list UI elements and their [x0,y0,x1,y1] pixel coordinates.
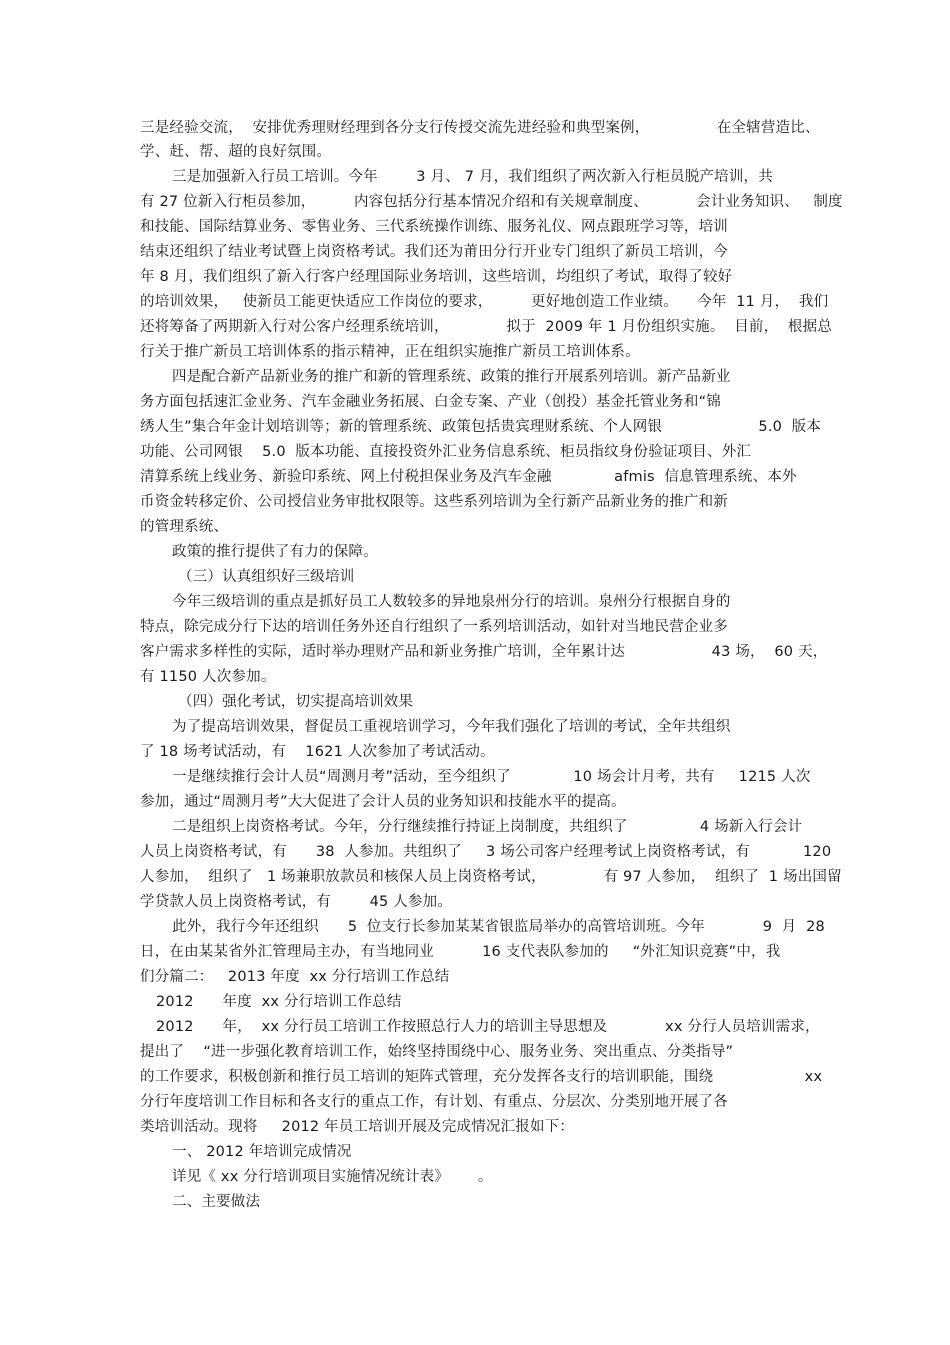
text-line: 和技能、国际结算业务、零售业务、三代系统操作训练、服务礼仪、网点跟班学习等，培训 [140,219,728,235]
text-line: 的管理系统、 [140,519,229,535]
text-line: 学贷款人员上岗资格考试，有 45 人参加。 [140,894,453,910]
text-line: 分行年度培训工作目标和各支行的重点工作，有计划、有重点、分层次、分类别地开展了各 [140,1094,728,1110]
section-heading: （四）强化考试，切实提高培训效果 [178,694,414,710]
text-line: 日，在由某某省外汇管理局主办，有当地同业 16 支代表队参加的 “外汇知识竞赛”中，我 [140,944,781,960]
text-line: 2012 年， xx 分行员工培训工作按照总行人力的培训主导思想及 xx 分行人员培训需求， [156,1019,820,1035]
text-line: 为了提高培训效果，督促员工重视培训学习，今年我们强化了培训的考试，全年共组织 [172,719,731,735]
text-line: 有 27 位新入行柜员参加， 内容包括分行基本情况介绍和有关规章制度、 会计业务知识、 制度 [140,194,843,210]
text-line: 提出了 “进一步强化教育培训工作，始终坚持围绕中心、服务业务、突出重点、分类指导” [140,1044,734,1060]
text-line: 人参加， 组织了 1 场兼职放款员和核保人员上岗资格考试， 有 97 人参加， 组织了 1 场出国留 [140,869,842,885]
text-line: 的培训效果， 使新员工能更快适应工作岗位的要求， 更好地创造工作业绩。 今年 11 月， 我们 [140,294,829,310]
text-line: 类培训活动。现将 2012 年员工培训开展及完成情况汇报如下： [140,1119,575,1135]
text-line: 三是加强新入行员工培训。今年 3 月、 7 月，我们组织了两次新入行柜员脱产培训，共 [172,169,773,185]
text-line: 二是组织上岗资格考试。今年，分行继续推行持证上岗制度，共组织了 4 场新入行会计 [172,819,803,835]
text-line: 们分篇二： 2013 年度 xx 分行培训工作总结 [140,969,450,985]
text-line: 清算系统上线业务、新验印系统、网上付税担保业务及汽车金融 afmis 信息管理系统、本外 [140,469,797,485]
section-heading: 二、主要做法 [172,1194,261,1210]
text-line: 有 1150 人次参加。 [140,669,276,685]
text-line: 今年三级培训的重点是抓好员工人数较多的异地泉州分行的培训。泉州分行根据自身的 [172,594,731,610]
text-line: 人员上岗资格考试，有 38 人参加。共组织了 3 场公司客户经理考试上岗资格考试，有 120 [140,844,832,860]
text-line: 政策的推行提供了有力的保障。 [172,544,378,560]
text-line: 详见《 xx 分行培训项目实施情况统计表》 。 [172,1169,493,1185]
text-line: 功能、公司网银 5.0 版本功能、直接投资外汇业务信息系统、柜员指纹身份验证项目、外汇 [140,444,752,460]
text-line: 绣人生”集合年金计划培训等；新的管理系统、政策包括贵宾理财系统、个人网银 5.0 版本 [140,419,822,435]
text-line: 还将筹备了两期新入行对公客户经理系统培训， 拟于 2009 年 1 月份组织实施。 目前， 根据总 [140,319,833,335]
text-line: 年 8 月，我们组织了新入行客户经理国际业务培训，这些培训，均组织了考试，取得了较好 [140,269,733,285]
text-line: 此外，我行今年还组织 5 位支行长参加某某省银监局举办的高管培训班。今年 9 月 28 [172,919,825,935]
text-line: 了 18 场考试活动，有 1621 人次参加了考试活动。 [140,744,495,760]
text-line: 客户需求多样性的实际，适时举办理财产品和新业务推广培训，全年累计达 43 场， 60 天， [140,644,828,660]
text-line: 一是继续推行会计人员“周测月考”活动，至今组织了 10 场会计月考，共有 1215 人次 [172,769,811,785]
text-line: 务方面包括速汇金业务、汽车金融业务拓展、白金专案、产业（创投）基金托管业务和“锦 [140,394,722,410]
text-line: 参加，通过“周测月考”大大促进了会计人员的业务知识和技能水平的提高。 [140,794,626,810]
text-line: 学、赶、帮、超的良好氛围。 [140,144,332,160]
text-line: 行关于推广新员工培训体系的指示精神，正在组织实施推广新员工培训体系。 [140,344,640,360]
text-line: 的工作要求，积极创新和推行员工培训的矩阵式管理，充分发挥各支行的培训职能，围绕 xx [140,1069,823,1085]
text-line: 特点，除完成分行下达的培训任务外还自行组织了一系列培训活动，如针对当地民营企业多 [140,619,728,635]
text-line: 币资金转移定价、公司授信业务审批权限等。这些系列培训为全行新产品新业务的推广和新 [140,494,728,510]
text-line: 四是配合新产品新业务的推广和新的管理系统、政策的推行开展系列培训。新产品新业 [172,369,731,385]
text-line: 三是经验交流， 安排优秀理财经理到各分支行传授交流先进经验和典型案例， 在全辖营造比、 [140,120,820,136]
section-heading: 一、 2012 年培训完成情况 [172,1144,352,1160]
text-line: 结束还组织了结业考试暨上岗资格考试。我们还为莆田分行开业专门组织了新员工培训，今 [140,244,728,260]
section-heading: （三）认真组织好三级培训 [178,569,355,585]
section-title: 2012 年度 xx 分行培训工作总结 [156,994,402,1010]
